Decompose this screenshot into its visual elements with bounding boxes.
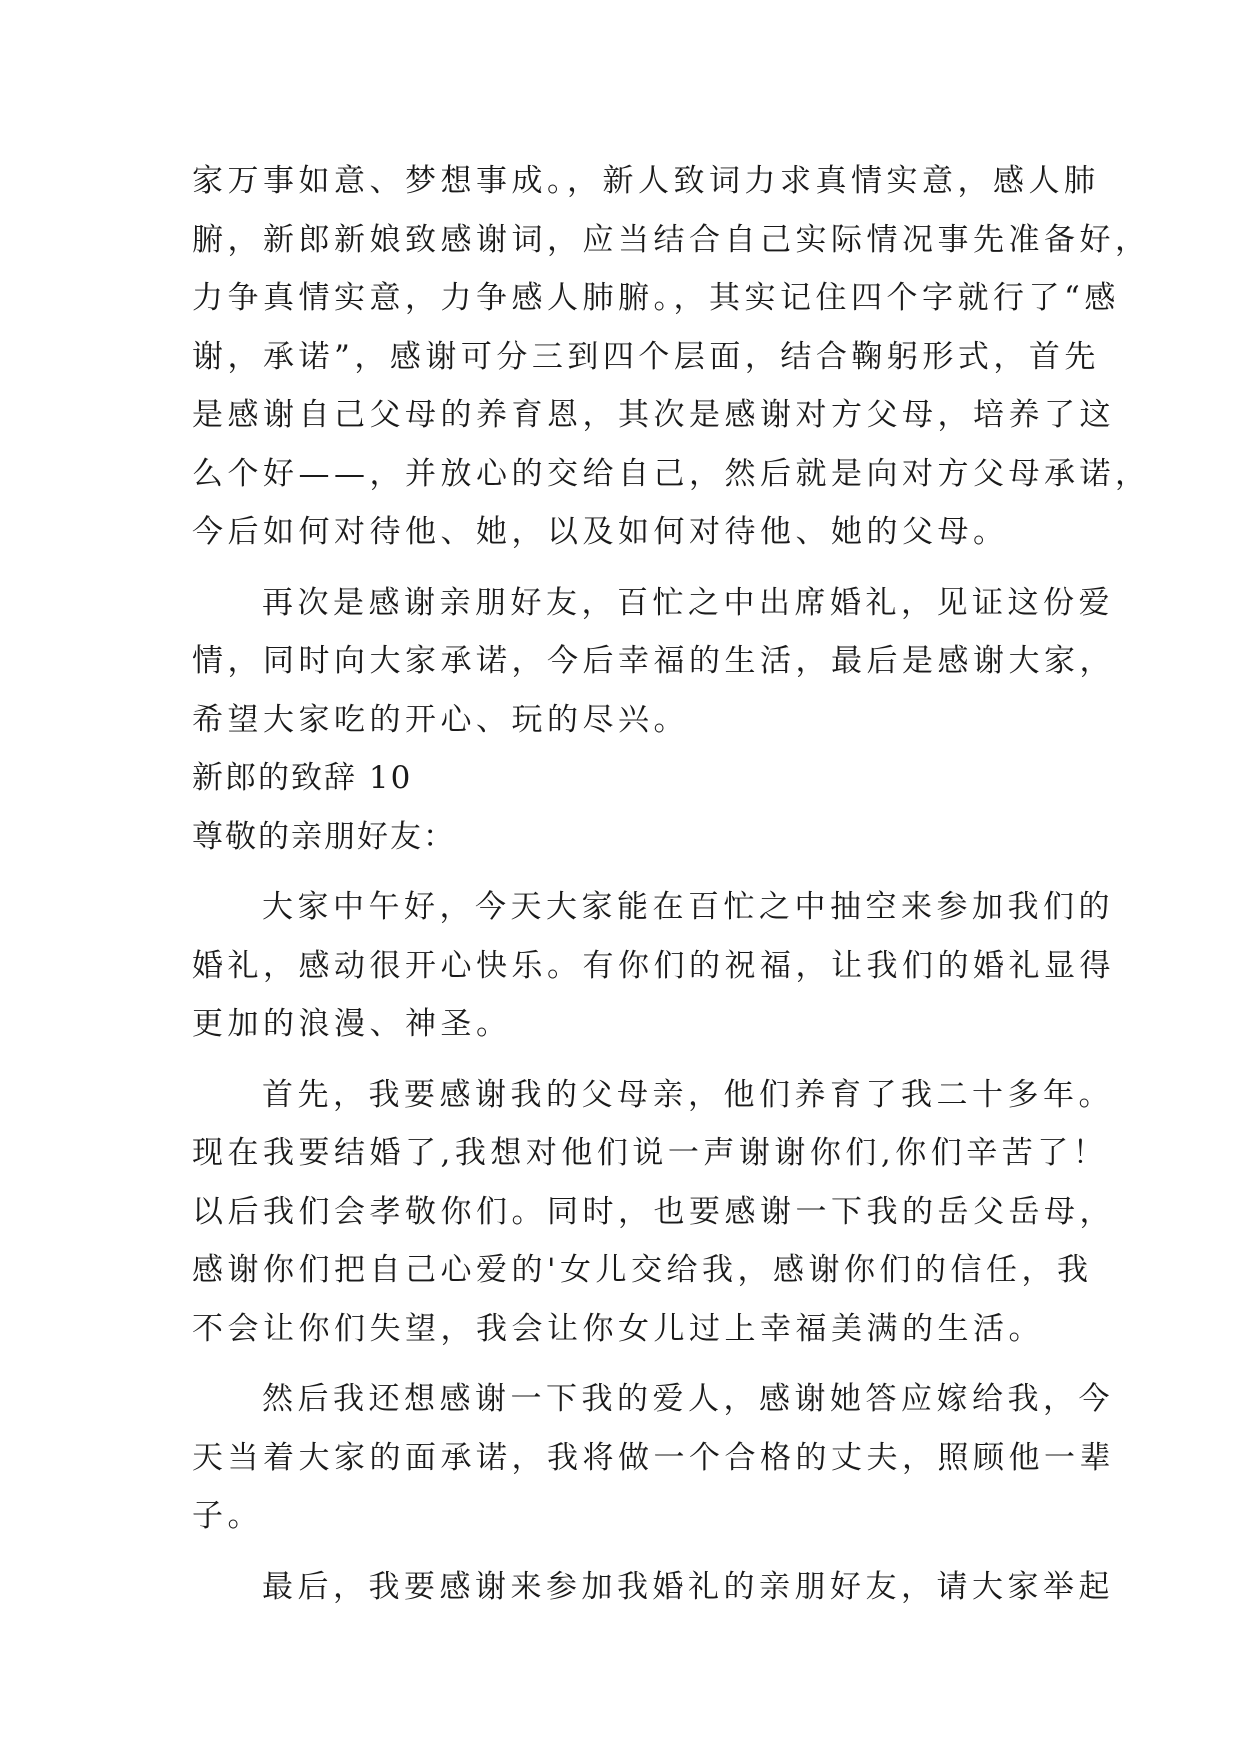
text-line: 家万事如意、梦想事成。，新人致词力求真情实意，感人肺: [192, 163, 1100, 199]
text-line: 今后如何对待他、她，以及如何对待他、她的父母。: [192, 514, 1009, 550]
salutation: [192, 808, 1052, 867]
paragraph-thanks-friends: [192, 574, 1115, 750]
speech-paragraph-spouse: [192, 1370, 1115, 1546]
speech-paragraph-friends: [192, 1558, 1114, 1617]
text-line: 腑，新郎新娘致感谢词，应当结合自己实际情况事先准备好，: [192, 221, 1151, 258]
text-line: 力争真情实意，力争感人肺腑。，其实记住四个字就行了“感: [192, 280, 1120, 316]
text-line: 么个好——，并放心的交给自己，然后就是向对方父母承诺，: [192, 455, 1151, 492]
text-line: 再次是感谢亲朋好友，百忙之中出席婚礼，见证这份爱: [262, 584, 1114, 621]
text-line: 现在我要结婚了,我想对他们说一声谢谢你们,你们辛苦了！: [192, 1135, 1109, 1171]
text-line: 谢，承诺”，感谢可分三到四个层面，结合鞠躬形式，首先: [192, 338, 1100, 375]
salutation-text: 尊敬的亲朋好友：: [192, 818, 456, 855]
text-line: 子。: [192, 1498, 263, 1534]
speech-paragraph-parents: [192, 1066, 1115, 1359]
speech-paragraph-greeting: [192, 878, 1115, 1054]
text-line: 是感谢自己父母的养育恩，其次是感谢对方父母，培养了这: [192, 397, 1115, 433]
text-line: 大家中午好，今天大家能在百忙之中抽空来参加我们的: [262, 889, 1114, 925]
text-line: 首先，我要感谢我的父母亲，他们养育了我二十多年。: [262, 1076, 1114, 1113]
text-line: 更加的浪漫、神圣。: [192, 1006, 512, 1042]
text-line: 然后我还想感谢一下我的爱人，感谢她答应嫁给我，今: [262, 1381, 1114, 1417]
section-title-text: 新郎的致辞 10: [192, 760, 413, 796]
text-line: 最后，我要感谢来参加我婚礼的亲朋好友，请大家举起: [262, 1568, 1114, 1605]
text-line: 希望大家吃的开心、玩的尽兴。: [192, 701, 689, 738]
section-title: [192, 749, 1052, 808]
text-line: 以后我们会孝敬你们。同时，也要感谢一下我的岳父岳母，: [192, 1193, 1115, 1230]
text-line: 情，同时向大家承诺，今后幸福的生活，最后是感谢大家，: [192, 643, 1115, 679]
text-line: 婚礼，感动很开心快乐。有你们的祝福，让我们的婚礼显得: [192, 947, 1115, 984]
text-line: 不会让你们失望，我会让你女儿过上幸福美满的生活。: [192, 1310, 1044, 1347]
text-line: 天当着大家的面承诺，我将做一个合格的丈夫，照顾他一辈: [192, 1439, 1115, 1476]
paragraph-continuation: [192, 152, 1151, 562]
document-body: [192, 152, 1151, 1616]
text-line: 感谢你们把自己心爱的'女儿交给我，感谢你们的信任，我: [192, 1252, 1093, 1288]
